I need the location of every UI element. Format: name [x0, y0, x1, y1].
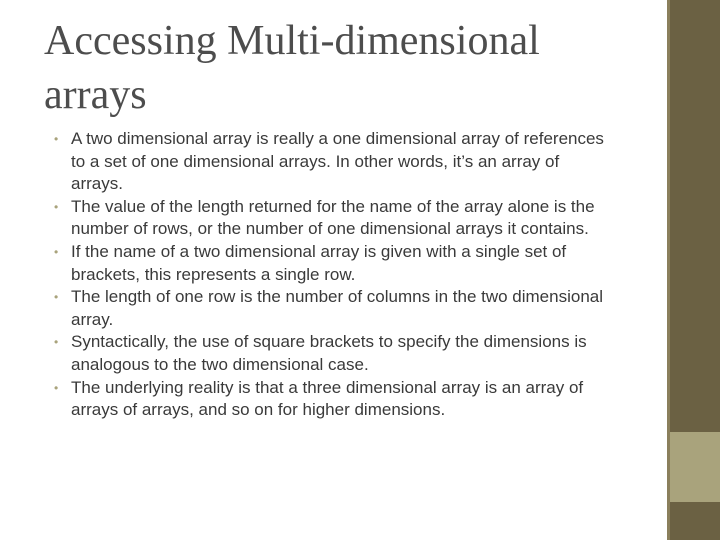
side-accent-block: [670, 432, 720, 502]
bullet-item: [54, 128, 614, 196]
bullet-list: [54, 128, 614, 422]
bullet-text: Syntactically, the use of square brackets to specify the dimensions is analogous to the two dimensional case.: [71, 332, 587, 374]
bullet-icon: •: [54, 380, 59, 395]
slide-title: Accessing Multi-dimensional arrays: [44, 18, 540, 118]
bullet-item: [54, 331, 614, 376]
bullet-text: The underlying reality is that a three dimensional array is an array of arrays of arrays, and so on for higher dimensions.: [71, 377, 584, 420]
bullet-icon: •: [54, 199, 59, 214]
bullet-item: [54, 241, 614, 286]
bullet-icon: •: [54, 290, 59, 305]
bullet-item: [54, 377, 614, 422]
bullet-text: The length of one row is the number of columns in the two dimensional array.: [71, 287, 604, 329]
bullet-icon: •: [54, 335, 59, 350]
bullet-item: [54, 286, 614, 331]
bullet-text: The value of the length returned for the name of the array alone is the number of rows, or the number of one dimensional arrays it contains.: [71, 196, 595, 239]
bullet-text: A two dimensional array is really a one dimensional array of references to a set of one dimensional arrays. In other words, it’s an array of arrays.: [71, 129, 604, 194]
bullet-icon: •: [54, 244, 59, 259]
bullet-text: If the name of a two dimensional array is given with a single set of brackets, this represents a single row.: [71, 241, 567, 284]
bullet-item: [54, 196, 614, 241]
bullet-icon: •: [54, 132, 59, 146]
